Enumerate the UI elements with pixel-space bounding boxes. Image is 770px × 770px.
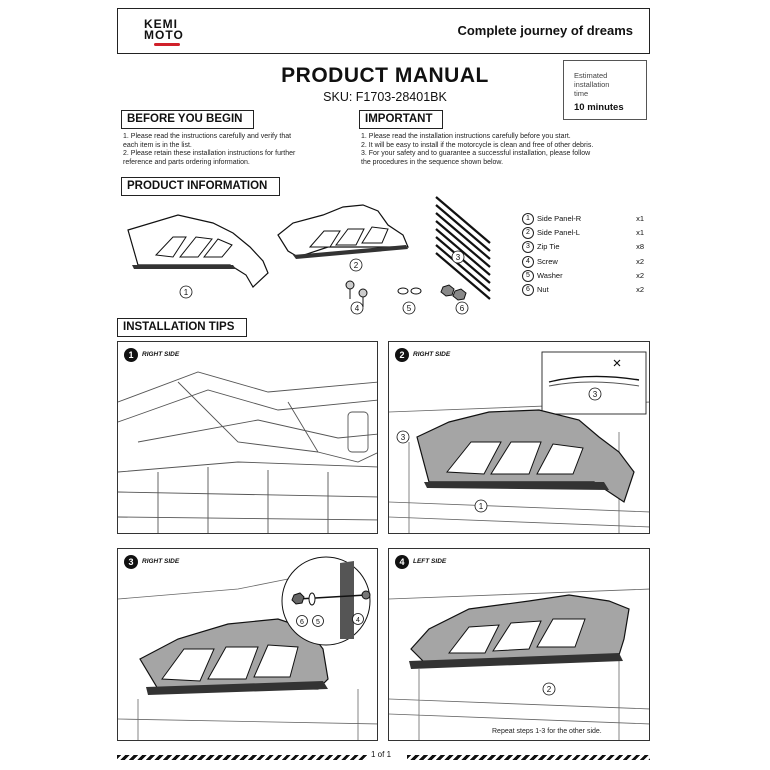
page-number: 1 of 1 <box>367 750 395 759</box>
before-line: reference and parts ordering information. <box>123 158 250 166</box>
logo-swoosh <box>154 43 180 46</box>
footer-hatch-right <box>407 755 650 760</box>
part-qty: x1 <box>636 214 644 223</box>
callout-4: 4 <box>354 304 360 313</box>
callout-5: 5 <box>406 304 412 313</box>
callout-3: 3 <box>455 253 461 262</box>
part-number: 4 <box>522 256 534 268</box>
part-qty: x1 <box>636 228 644 238</box>
part-qty: x2 <box>636 256 644 266</box>
before-line: 1. Please read the instructions carefully and verify that <box>123 133 292 140</box>
important-line: 1. Please read the installation instructions carefully before you start. <box>361 133 571 140</box>
step-3-callout: 4 <box>356 617 360 624</box>
section-tips-heading: INSTALLATION TIPS <box>117 318 247 337</box>
part-qty: x2 <box>636 284 644 294</box>
side-panel-l-drawing <box>278 205 408 259</box>
important-line: the procedures in the sequence shown below. <box>361 158 504 166</box>
callout-1: 1 <box>183 288 189 297</box>
part-name: Side Panel-R <box>537 214 582 223</box>
list-item <box>522 284 644 298</box>
logo-line2: MOTO <box>144 28 184 42</box>
part-name: Washer <box>537 270 563 280</box>
callout-6: 6 <box>459 304 465 313</box>
step-4-label: LEFT SIDE <box>413 558 447 565</box>
step-3-number: 3 <box>124 555 138 569</box>
step-3-callout: 5 <box>316 619 320 626</box>
part-number: 5 <box>522 270 534 282</box>
before-text <box>123 133 353 167</box>
step-2-callout: 1 <box>478 502 484 511</box>
part-name: Nut <box>537 284 549 294</box>
est-line1: Estimated <box>574 71 608 80</box>
repeat-note: Repeat steps 1-3 for the other side. <box>492 728 602 735</box>
part-qty: x8 <box>636 242 644 252</box>
sku-line: SKU: F1703-28401BK <box>323 90 447 104</box>
step-1-panel <box>117 341 378 534</box>
parts-illustration <box>118 195 518 320</box>
parts-list <box>522 213 644 298</box>
step-2-callout: 3 <box>592 390 598 399</box>
washers-drawing <box>398 288 421 294</box>
section-before-heading: BEFORE YOU BEGIN <box>121 110 254 129</box>
section-product-info-heading: PRODUCT INFORMATION <box>121 177 280 196</box>
est-value: 10 minutes <box>574 102 624 113</box>
est-line3: time <box>574 89 589 98</box>
important-line: 2. It will be easy to install if the motorcycle is clean and free of other debris. <box>361 141 594 149</box>
callout-2: 2 <box>353 261 359 270</box>
part-number: 3 <box>522 241 534 253</box>
step-1-number: 1 <box>124 348 138 362</box>
part-number: 6 <box>522 284 534 296</box>
step-3-callout: 6 <box>300 619 304 626</box>
page-title: PRODUCT MANUAL <box>281 64 489 87</box>
step-3-panel <box>117 548 378 741</box>
footer <box>117 752 650 762</box>
side-panel-r-drawing <box>128 215 268 287</box>
nuts-drawing <box>441 285 466 300</box>
part-qty: x2 <box>636 270 644 280</box>
list-item <box>522 213 644 227</box>
logo-line1: KEMI <box>144 17 178 31</box>
step-4-callout: 2 <box>546 685 552 694</box>
part-number: 1 <box>522 213 534 225</box>
part-name: Side Panel-L <box>537 228 580 238</box>
before-line: 2. Please retain these installation instructions for further <box>123 150 296 158</box>
important-line: 3. For your safety and to guarantee a successful installation, please follow <box>361 150 591 158</box>
part-number: 2 <box>522 227 534 239</box>
footer-hatch-left <box>117 755 367 760</box>
step-1-label: RIGHT SIDE <box>142 351 180 358</box>
list-item <box>522 270 644 284</box>
step-2-number: 2 <box>395 348 409 362</box>
brand-logo <box>144 19 184 46</box>
install-time-box <box>563 60 647 120</box>
step-3-drawing <box>118 549 378 741</box>
step-1-drawing <box>118 342 378 534</box>
part-name: Zip Tie <box>537 242 560 252</box>
list-item <box>522 227 644 241</box>
step-4-number: 4 <box>395 555 409 569</box>
step-2-drawing <box>389 342 650 534</box>
step-2-callout: 3 <box>400 433 406 442</box>
step-4-panel <box>388 548 650 741</box>
before-line: each item is in the list. <box>123 141 192 149</box>
important-text <box>361 133 661 167</box>
part-name: Screw <box>537 256 558 266</box>
step-4-drawing <box>389 549 650 741</box>
zip-ties-drawing <box>436 197 490 299</box>
est-line2: installation <box>574 80 610 89</box>
list-item <box>522 256 644 270</box>
step-3-label: RIGHT SIDE <box>142 558 180 565</box>
step-2-panel <box>388 341 650 534</box>
step-2-label: RIGHT SIDE <box>413 351 451 358</box>
list-item <box>522 241 644 255</box>
header-bar <box>117 8 650 54</box>
tagline: Complete journey of dreams <box>457 23 633 38</box>
section-important-heading: IMPORTANT <box>359 110 443 129</box>
